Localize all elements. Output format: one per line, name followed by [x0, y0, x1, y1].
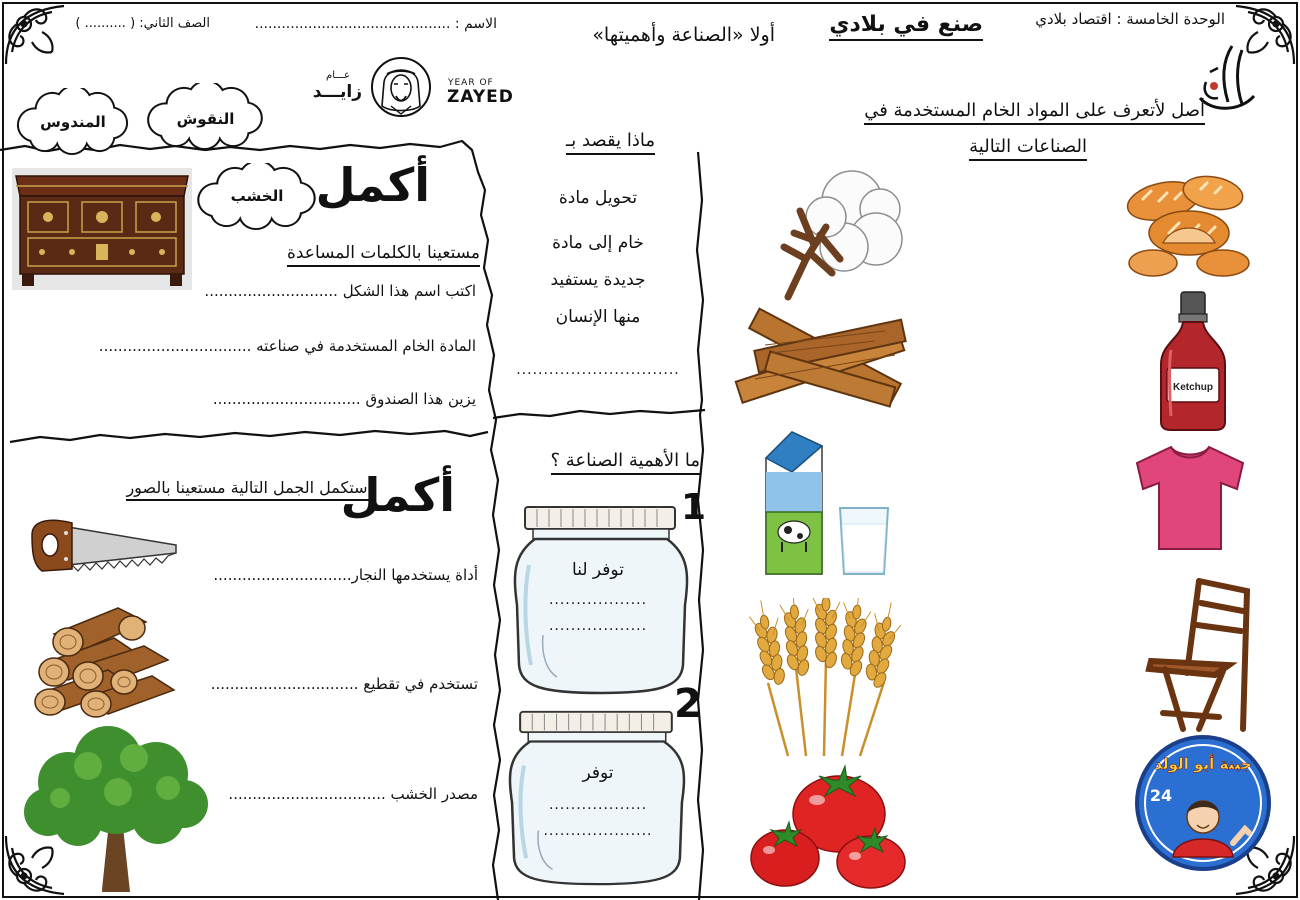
jar-2-blank-1: .................. [548, 797, 648, 813]
cotton-icon [770, 163, 905, 303]
wood-sentence-1: أداة يستخدمها النجار............................. [213, 566, 478, 584]
wood-sentence-2: تستخدم في تقطيع ............................... [210, 675, 478, 693]
definition-question: ماذا يقصد بـ [566, 130, 655, 155]
wood-planks-icon [725, 305, 915, 417]
lesson-title: أولا «الصناعة وأهميتها» [592, 24, 775, 46]
jar-number-1: 1 [681, 487, 707, 528]
divider-middle-horizontal [493, 410, 705, 418]
student-name-field: الاسم : ............................................ [254, 16, 497, 32]
definition-answer-blank: .............................. [516, 362, 680, 378]
jar-1-blank-2: .................. [548, 618, 648, 634]
definition-line-3: جديدة يستفيد [550, 270, 646, 290]
logo-zayed-arabic: زايـــد [312, 82, 362, 102]
raw-materials-heading-line2: الصناعات التالية [969, 136, 1087, 161]
definition-line-4: منها الإنسان [555, 307, 641, 327]
cheese-count: 24 [1149, 786, 1173, 805]
importance-question: ما الأهمية الصناعة ؟ [551, 450, 701, 475]
cheese-box-icon [1133, 733, 1273, 873]
zayed-portrait-icon [370, 56, 432, 118]
chest-sentence-1: اكتب اسم هذا الشكل ............................ [204, 282, 476, 300]
grade-field: الصف الثاني: ( .......... ) [75, 16, 210, 31]
chest-sentence-2: المادة الخام المستخدمة في صناعته ................................ [98, 337, 476, 355]
divider-left-horizontal [10, 431, 488, 442]
chest-icon [12, 168, 192, 290]
unit-title: الوحدة الخامسة : اقتصاد بلادي [1035, 10, 1225, 28]
jar-2-blank-2: .................... [543, 823, 653, 839]
logo-year-of: YEAR OF [448, 78, 494, 88]
raw-materials-heading-line1: أصل لأتعرف على المواد الخام المستخدمة في [864, 100, 1205, 125]
saw-icon [28, 515, 178, 575]
jar-2-prompt: توفر [582, 763, 614, 783]
milk-icon [760, 428, 895, 578]
chest-sentence-3: يزين هذا الصندوق ............................... [212, 390, 476, 408]
logs-icon [28, 598, 178, 718]
definition-line-2: خام إلى مادة [552, 233, 644, 253]
chest-instruction: مستعينا بالكلمات المساعدة [287, 243, 480, 267]
complete-label-2: أكمل [340, 468, 455, 522]
word-bubble-mandoos: المندوس [13, 88, 133, 156]
tomatoes-icon [745, 760, 917, 892]
wheat-icon [748, 598, 903, 758]
logo-zayed: ZAYED [447, 87, 514, 107]
complete-label-1: أكمل [315, 158, 430, 212]
jar-1-prompt: توفر لنا [572, 560, 624, 580]
definition-line-1: تحويل مادة [558, 188, 638, 208]
corner-ornament-top-left [6, 6, 64, 64]
jar-1-blank-1: .................. [548, 592, 648, 608]
wood-instruction: استكمل الجمل التالية مستعينا بالصور [126, 478, 372, 501]
wood-sentence-3: مصدر الخشب ................................. [228, 785, 478, 803]
word-bubble-engravings: النقوش [143, 83, 268, 151]
tshirt-icon [1133, 443, 1248, 553]
ketchup-bottle-icon [1155, 290, 1230, 432]
word-bubble-wood: الخشب [193, 163, 321, 231]
cheese-brand: جبنة أبو الولد [1154, 755, 1252, 773]
worksheet-title: صنع في بلادي [829, 12, 983, 41]
ketchup-label: Ketchup [1173, 382, 1213, 393]
logo-year-arabic: عـــام [326, 70, 350, 81]
chair-icon [1143, 573, 1253, 733]
tree-icon [18, 722, 213, 892]
jar-number-2: 2 [674, 681, 702, 727]
bread-icon [1123, 163, 1255, 283]
